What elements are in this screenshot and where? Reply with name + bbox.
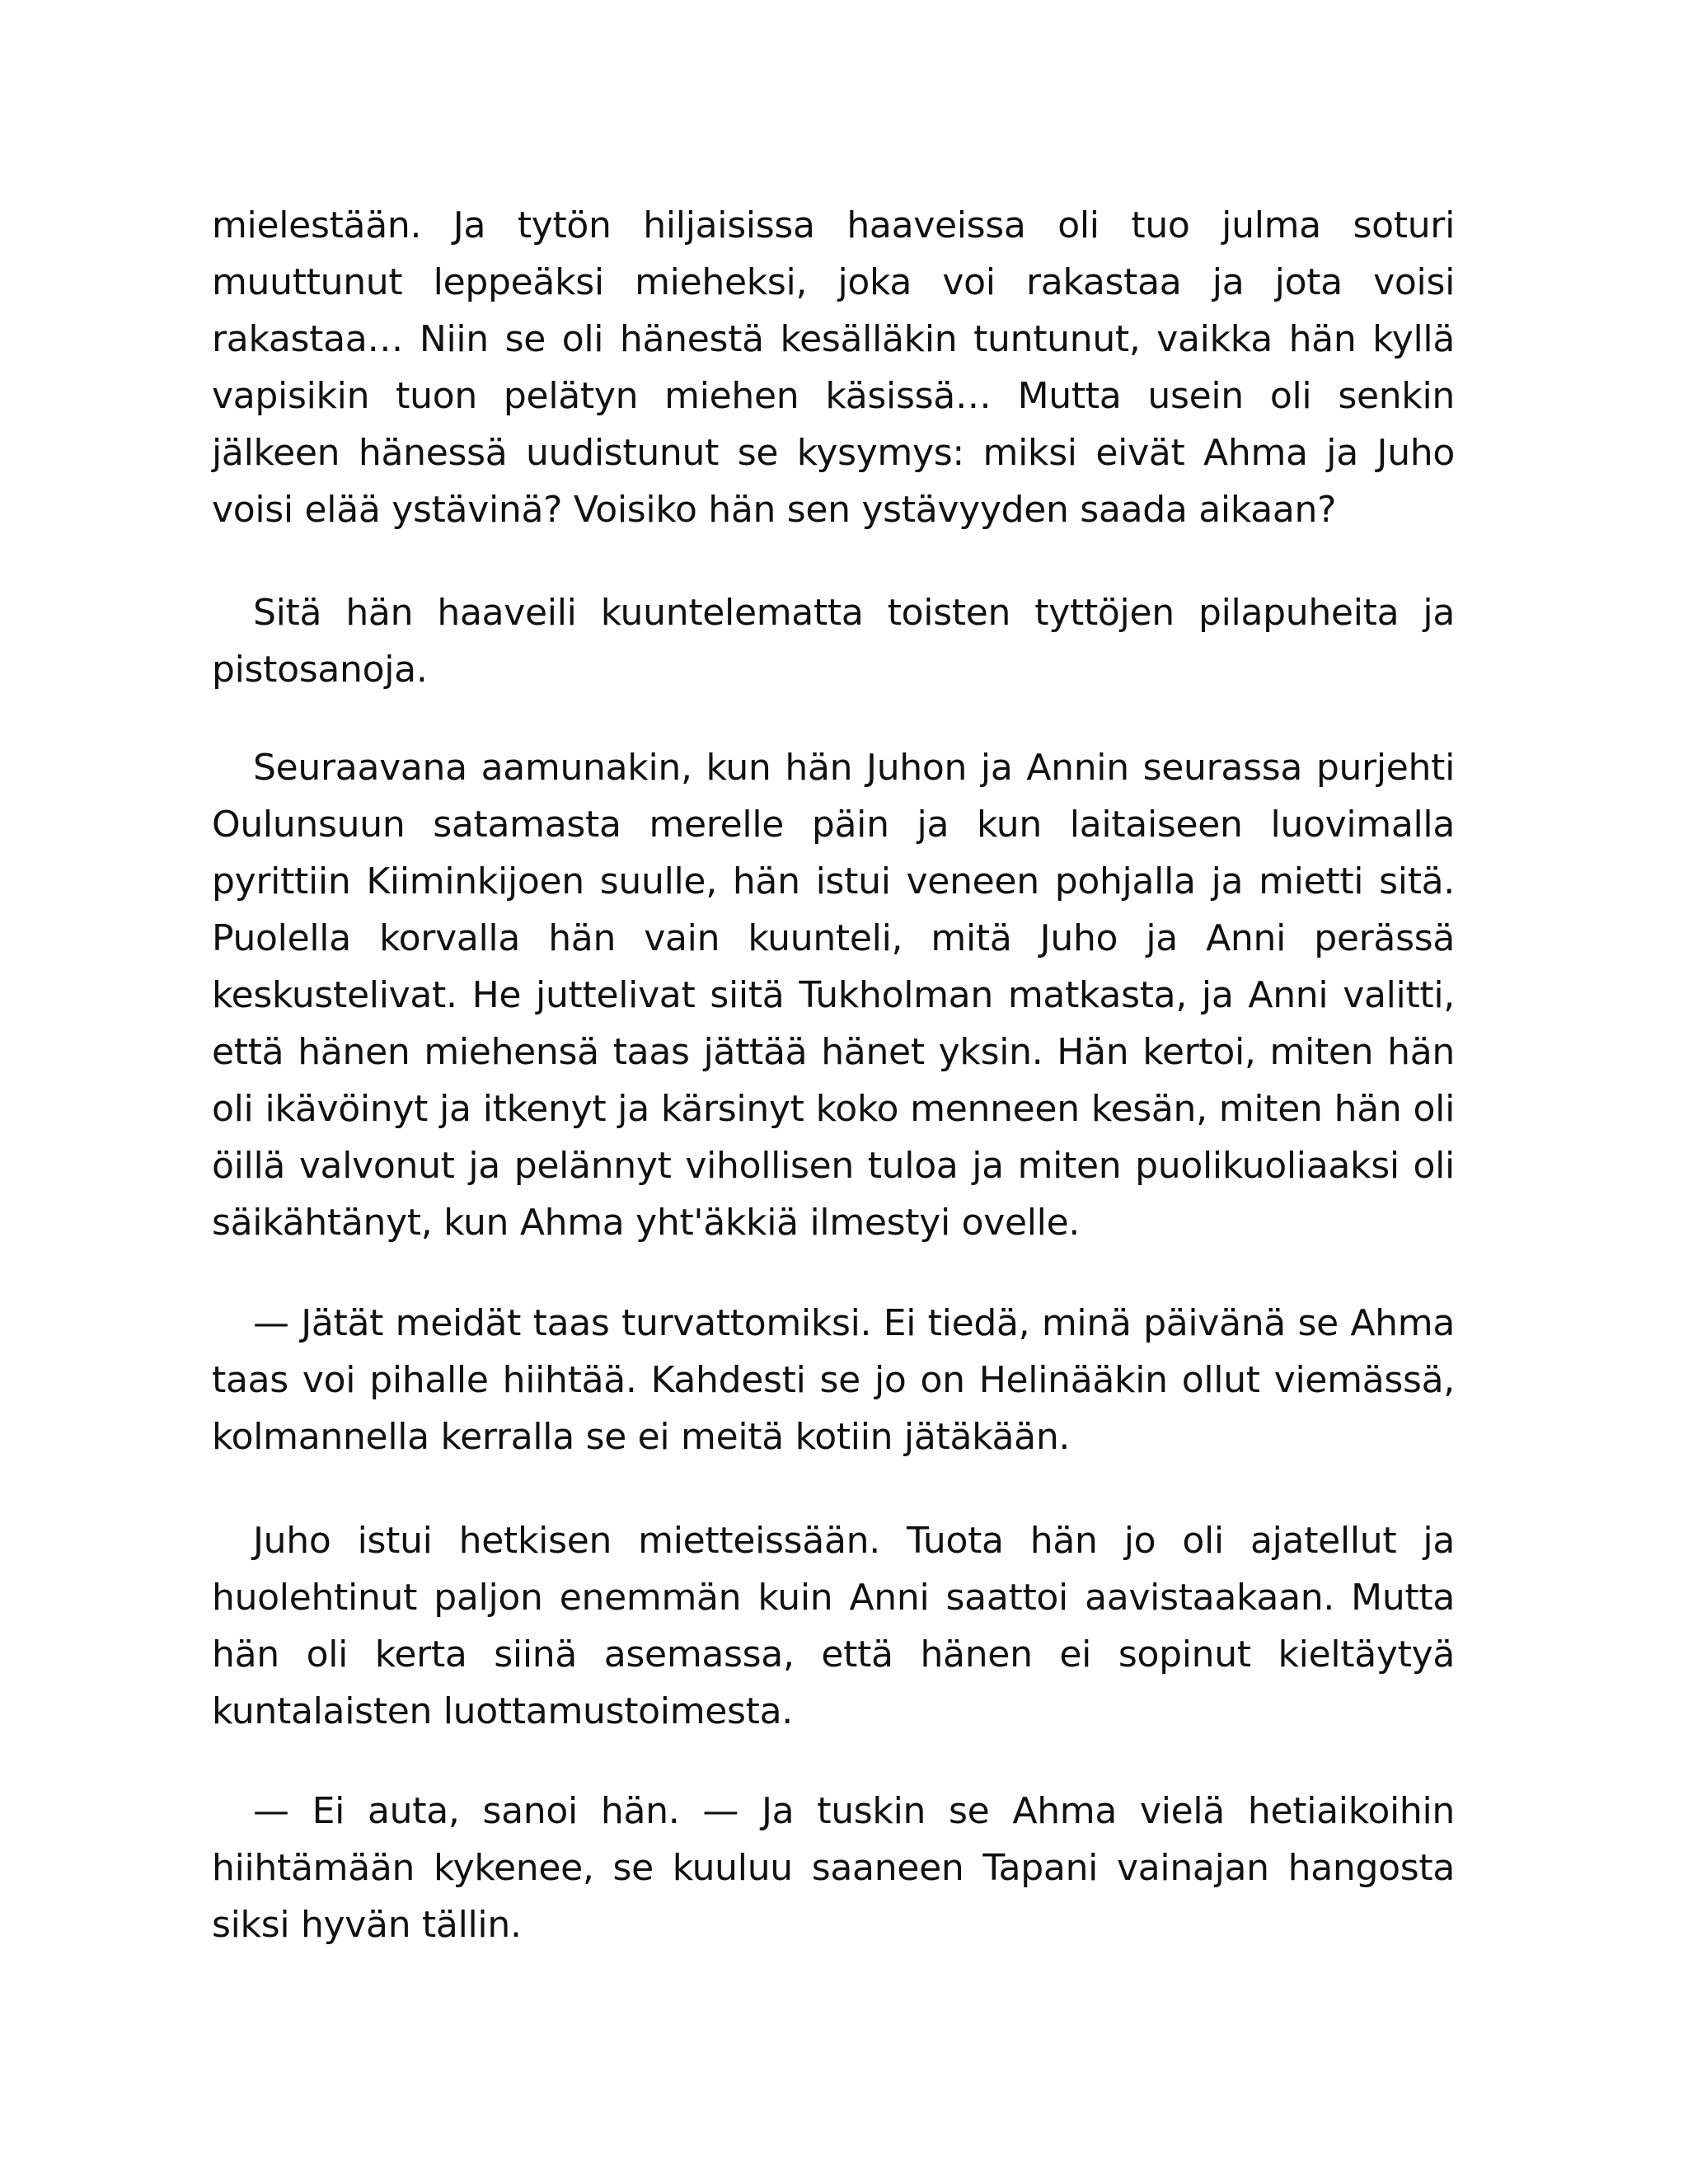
text-line: että hänen miehensä taas jättää hänet yksin. Hän kertoi, miten hän (212, 1031, 1455, 1073)
text-line: kuntalaisten luottamustoimesta. (212, 1690, 793, 1732)
text-line: siksi hyvän tällin. (212, 1904, 522, 1946)
text-line: — Ei auta, sanoi hän. — Ja tuskin se Ahma vielä hetiaikoihin (253, 1790, 1455, 1832)
text-line: öillä valvonut ja pelännyt vihollisen tuloa ja miten puolikuoliaaksi oli (212, 1145, 1455, 1187)
text-line: Juho istui hetkisen mietteissään. Tuota hän jo oli ajatellut ja (253, 1520, 1455, 1562)
text-line: kolmannella kerralla se ei meitä kotiin jätäkään. (212, 1416, 1071, 1458)
text-line: — Jätät meidät taas turvattomiksi. Ei tiedä, minä päivänä se Ahma (253, 1302, 1455, 1344)
text-line: pistosanoja. (212, 649, 428, 691)
text-line: Sitä hän haaveili kuuntelematta toisten tyttöjen pilapuheita ja (253, 592, 1455, 634)
text-line: oli ikävöinyt ja itkenyt ja kärsinyt koko menneen kesän, miten hän oli (212, 1088, 1455, 1130)
text-line: Puolella korvalla hän vain kuunteli, mitä Juho ja Anni perässä (212, 917, 1455, 959)
text-line: pyrittiin Kiiminkijoen suulle, hän istui veneen pohjalla ja mietti sitä. (212, 860, 1455, 902)
text-line: vapisikin tuon pelätyn miehen käsissä… Mutta usein oli senkin (212, 375, 1455, 417)
text-line: säikähtänyt, kun Ahma yht'äkkiä ilmestyi ovelle. (212, 1202, 1081, 1244)
text-line: huolehtinut paljon enemmän kuin Anni saattoi aavistaakaan. Mutta (212, 1577, 1455, 1619)
text-line: keskustelivat. He juttelivat siitä Tukholman matkasta, ja Anni valitti, (212, 974, 1455, 1016)
text-line: mielestään. Ja tytön hiljaisissa haaveissa oli tuo julma soturi (212, 204, 1455, 246)
text-line: muuttunut leppeäksi mieheksi, joka voi rakastaa ja jota voisi (212, 261, 1455, 303)
text-line: voisi elää ystävinä? Voisiko hän sen ystävyyden saada aikaan? (212, 489, 1337, 531)
text-line: taas voi pihalle hiihtää. Kahdesti se jo on Helinääkin ollut viemässä, (212, 1359, 1455, 1401)
text-line: rakastaa… Niin se oli hänestä kesälläkin tuntunut, vaikka hän kyllä (212, 318, 1455, 360)
text-line: jälkeen hänessä uudistunut se kysymys: miksi eivät Ahma ja Juho (212, 432, 1455, 474)
text-line: hän oli kerta siinä asemassa, että hänen ei sopinut kieltäytyä (212, 1633, 1455, 1675)
text-line: hiihtämään kykenee, se kuuluu saaneen Tapani vainajan hangosta (212, 1847, 1455, 1889)
text-line: Oulunsuun satamasta merelle päin ja kun laitaiseen luovimalla (212, 804, 1455, 846)
text-line: Seuraavana aamunakin, kun hän Juhon ja Annin seurassa purjehti (253, 747, 1455, 789)
